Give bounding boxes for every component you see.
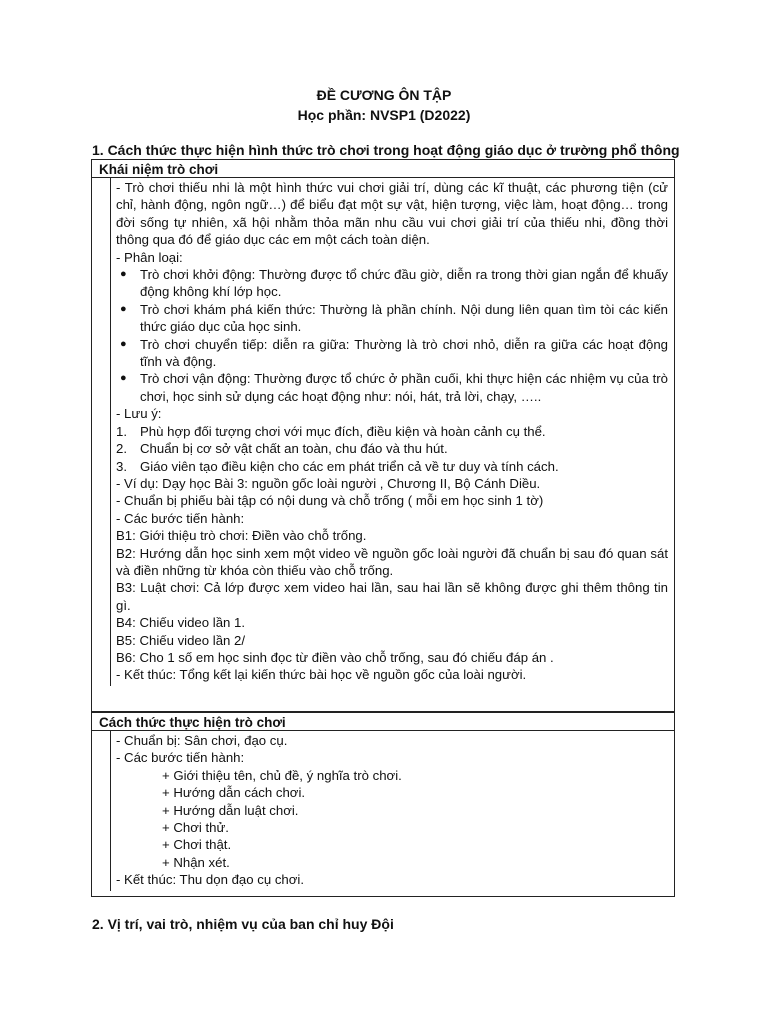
classification-label: - Phân loại:	[116, 249, 183, 265]
step-line: + Nhận xét.	[162, 854, 230, 870]
ending-line: - Kết thúc: Thu dọn đạo cụ chơi.	[116, 872, 305, 888]
definition-paragraph: - Trò chơi thiếu nhi là một hình thức vui chơi giải trí, dùng các kĩ thuật, các phương tiện (cử chỉ, hành động, ngôn ngữ…) để biểu đạt một sự vật, hiện tượng, việc làm, hoạt động… trong đời sống tự nhiên, xã hội nhằm thỏa mãn nhu cầu vui chơi giải trí của thiếu nhi, đồng thời thông qua đó để giáo dục các em một cách toàn diện.	[116, 180, 668, 248]
example-line: - Ví dụ: Dạy học Bài 3: nguồn gốc loài người , Chương II, Bộ Cánh Diều.	[116, 475, 541, 491]
document-subtitle: Học phần: NVSP1 (D2022)	[297, 107, 471, 123]
prepare-line: - Chuẩn bị phiếu bài tập có nội dung và chỗ trống ( mỗi em học sinh 1 tờ)	[116, 493, 544, 509]
step-line: B2: Hướng dẫn học sinh xem một video về nguồn gốc loài người đã chuẩn bị sau đó quan sát và điền những từ khóa còn thiếu vào chỗ trống.	[116, 545, 668, 578]
step-line: B4: Chiếu video lần 1.	[116, 615, 246, 631]
document-title: ĐỀ CƯƠNG ÔN TẬP	[316, 87, 452, 103]
bullet-icon: ●	[120, 302, 127, 315]
note-item: 1. Phù hợp đối tượng chơi với mục đích, điều kiện và hoàn cảnh cụ thể.	[116, 423, 546, 439]
note-item: 2. Chuẩn bị cơ sở vật chất an toàn, chu đáo và thu hút.	[116, 441, 448, 457]
step-line: B1: Giới thiệu trò chơi: Điền vào chỗ trống.	[116, 528, 367, 544]
bullet-icon: ●	[120, 337, 127, 350]
ending-line: - Kết thúc: Tổng kết lại kiến thức bài học về nguồn gốc của loài người.	[116, 667, 527, 683]
notes-label: - Lưu ý:	[116, 406, 162, 422]
concept-box-body	[110, 178, 674, 686]
method-box-title: Cách thức thực hiện trò chơi	[92, 713, 674, 731]
section-2-heading: 2. Vị trí, vai trò, nhiệm vụ của ban chỉ huy Đội	[92, 916, 394, 932]
note-item: 3. Giáo viên tạo điều kiện cho các em phát triển cả về tư duy và tính cách.	[116, 458, 559, 474]
classification-item: ● Trò chơi chuyển tiếp: diễn ra giữa: Thường là trò chơi nhỏ, diễn ra giữa các hoạt động tĩnh và động.	[120, 336, 668, 370]
step-line: + Chơi thật.	[162, 837, 232, 853]
step-line: B5: Chiếu video lần 2/	[116, 632, 246, 648]
prepare-line: - Chuẩn bị: Sân chơi, đạo cụ.	[116, 733, 288, 748]
bullet-icon: ●	[120, 372, 127, 385]
step-line: B3: Luật chơi: Cả lớp được xem video hai lần, sau hai lần sẽ không được ghi thêm thông tin gì.	[116, 580, 668, 613]
step-line: + Chơi thử.	[162, 820, 229, 836]
steps-label: - Các bước tiến hành:	[116, 510, 245, 526]
concept-box	[91, 159, 675, 712]
classification-item: ● Trò chơi khởi động: Thường được tổ chức đầu giờ, diễn ra trong thời gian ngắn để khuấy động không khí lớp học.	[120, 267, 668, 300]
step-line: + Hướng dẫn luật chơi.	[162, 802, 299, 818]
step-line: + Giới thiệu tên, chủ đề, ý nghĩa trò chơi.	[162, 767, 402, 783]
step-line: B6: Cho 1 số em học sinh đọc từ điền vào chỗ trống, sau đó chiếu đáp án .	[116, 649, 554, 665]
section-1-heading: 1. Cách thức thực hiện hình thức trò chơi trong hoạt động giáo dục ở trường phổ thông	[92, 142, 680, 158]
concept-box-title: Khái niệm trò chơi	[92, 160, 674, 178]
steps-label: - Các bước tiến hành:	[116, 750, 245, 766]
method-box	[91, 712, 675, 897]
step-line: + Hướng dẫn cách chơi.	[162, 785, 306, 801]
classification-item: ● Trò chơi vận động: Thường được tổ chức ở phần cuối, khi thực hiện các nhiệm vụ của trò chơi, học sinh sử dụng các hoạt động như: nói, hát, trả lời, chạy, …..	[120, 371, 668, 404]
bullet-icon: ●	[120, 268, 127, 281]
classification-item: ● Trò chơi khám phá kiến thức: Thường là phần chính. Nội dung liên quan tìm tòi các kiến thức giáo dục của học sinh.	[120, 301, 668, 335]
method-box-body	[110, 731, 674, 891]
